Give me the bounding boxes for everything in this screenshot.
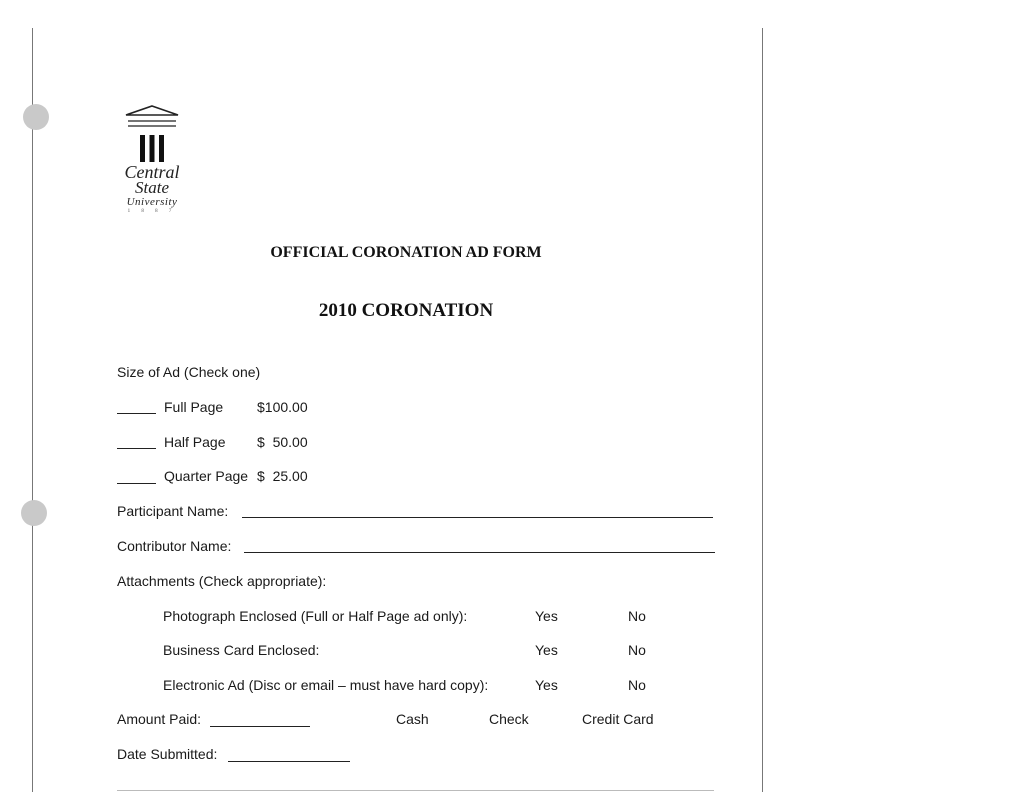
electronic-ad-no-option[interactable]: No [628, 677, 646, 693]
logo-text-university: University [126, 196, 178, 208]
sub-title: 2010 CORONATION [318, 300, 494, 321]
electronic-ad-label: Electronic Ad (Disc or email – must have hard copy): [163, 677, 489, 693]
payment-check-option[interactable]: Check [489, 711, 529, 727]
attachments-label: Attachments (Check appropriate): [117, 573, 327, 589]
quarter-page-price: $ 25.00 [257, 468, 308, 484]
participant-name-field[interactable] [242, 517, 713, 518]
bottom-divider [117, 790, 714, 791]
electronic-ad-yes-option[interactable]: Yes [535, 677, 558, 693]
punch-hole-top [23, 104, 49, 130]
payment-cash-option[interactable]: Cash [396, 711, 429, 727]
contributor-name-label: Contributor Name: [117, 538, 232, 554]
form-title: OFFICIAL CORONATION AD FORM [270, 244, 542, 261]
amount-paid-label: Amount Paid: [117, 711, 202, 727]
page-edge-left [32, 28, 33, 792]
logo-text-state: State [135, 178, 169, 197]
quarter-page-check-blank[interactable] [117, 483, 156, 484]
photograph-yes-option[interactable]: Yes [535, 608, 558, 624]
payment-credit-card-option[interactable]: Credit Card [582, 711, 654, 727]
columns-icon [124, 104, 180, 164]
business-card-yes-option[interactable]: Yes [535, 642, 558, 658]
page-edge-right [762, 28, 763, 792]
contributor-name-field[interactable] [244, 552, 715, 553]
photograph-enclosed-label: Photograph Enclosed (Full or Half Page ad only): [163, 608, 468, 624]
photograph-no-option[interactable]: No [628, 608, 646, 624]
full-page-label: Full Page [164, 399, 224, 415]
quarter-page-label: Quarter Page [164, 468, 249, 484]
full-page-check-blank[interactable] [117, 413, 156, 414]
university-logo [112, 104, 192, 216]
business-card-no-option[interactable]: No [628, 642, 646, 658]
size-section-label: Size of Ad (Check one) [117, 364, 261, 380]
full-page-price: $100.00 [257, 399, 308, 415]
date-submitted-label: Date Submitted: [117, 746, 218, 762]
date-submitted-field[interactable] [228, 761, 350, 762]
amount-paid-field[interactable] [210, 726, 310, 727]
logo-text-year: 1 8 8 7 [127, 209, 177, 214]
half-page-price: $ 50.00 [257, 434, 308, 450]
punch-hole-bottom [21, 500, 47, 526]
participant-name-label: Participant Name: [117, 503, 229, 519]
half-page-check-blank[interactable] [117, 448, 156, 449]
half-page-label: Half Page [164, 434, 226, 450]
logo-text-central: Central [124, 162, 180, 182]
business-card-label: Business Card Enclosed: [163, 642, 320, 658]
